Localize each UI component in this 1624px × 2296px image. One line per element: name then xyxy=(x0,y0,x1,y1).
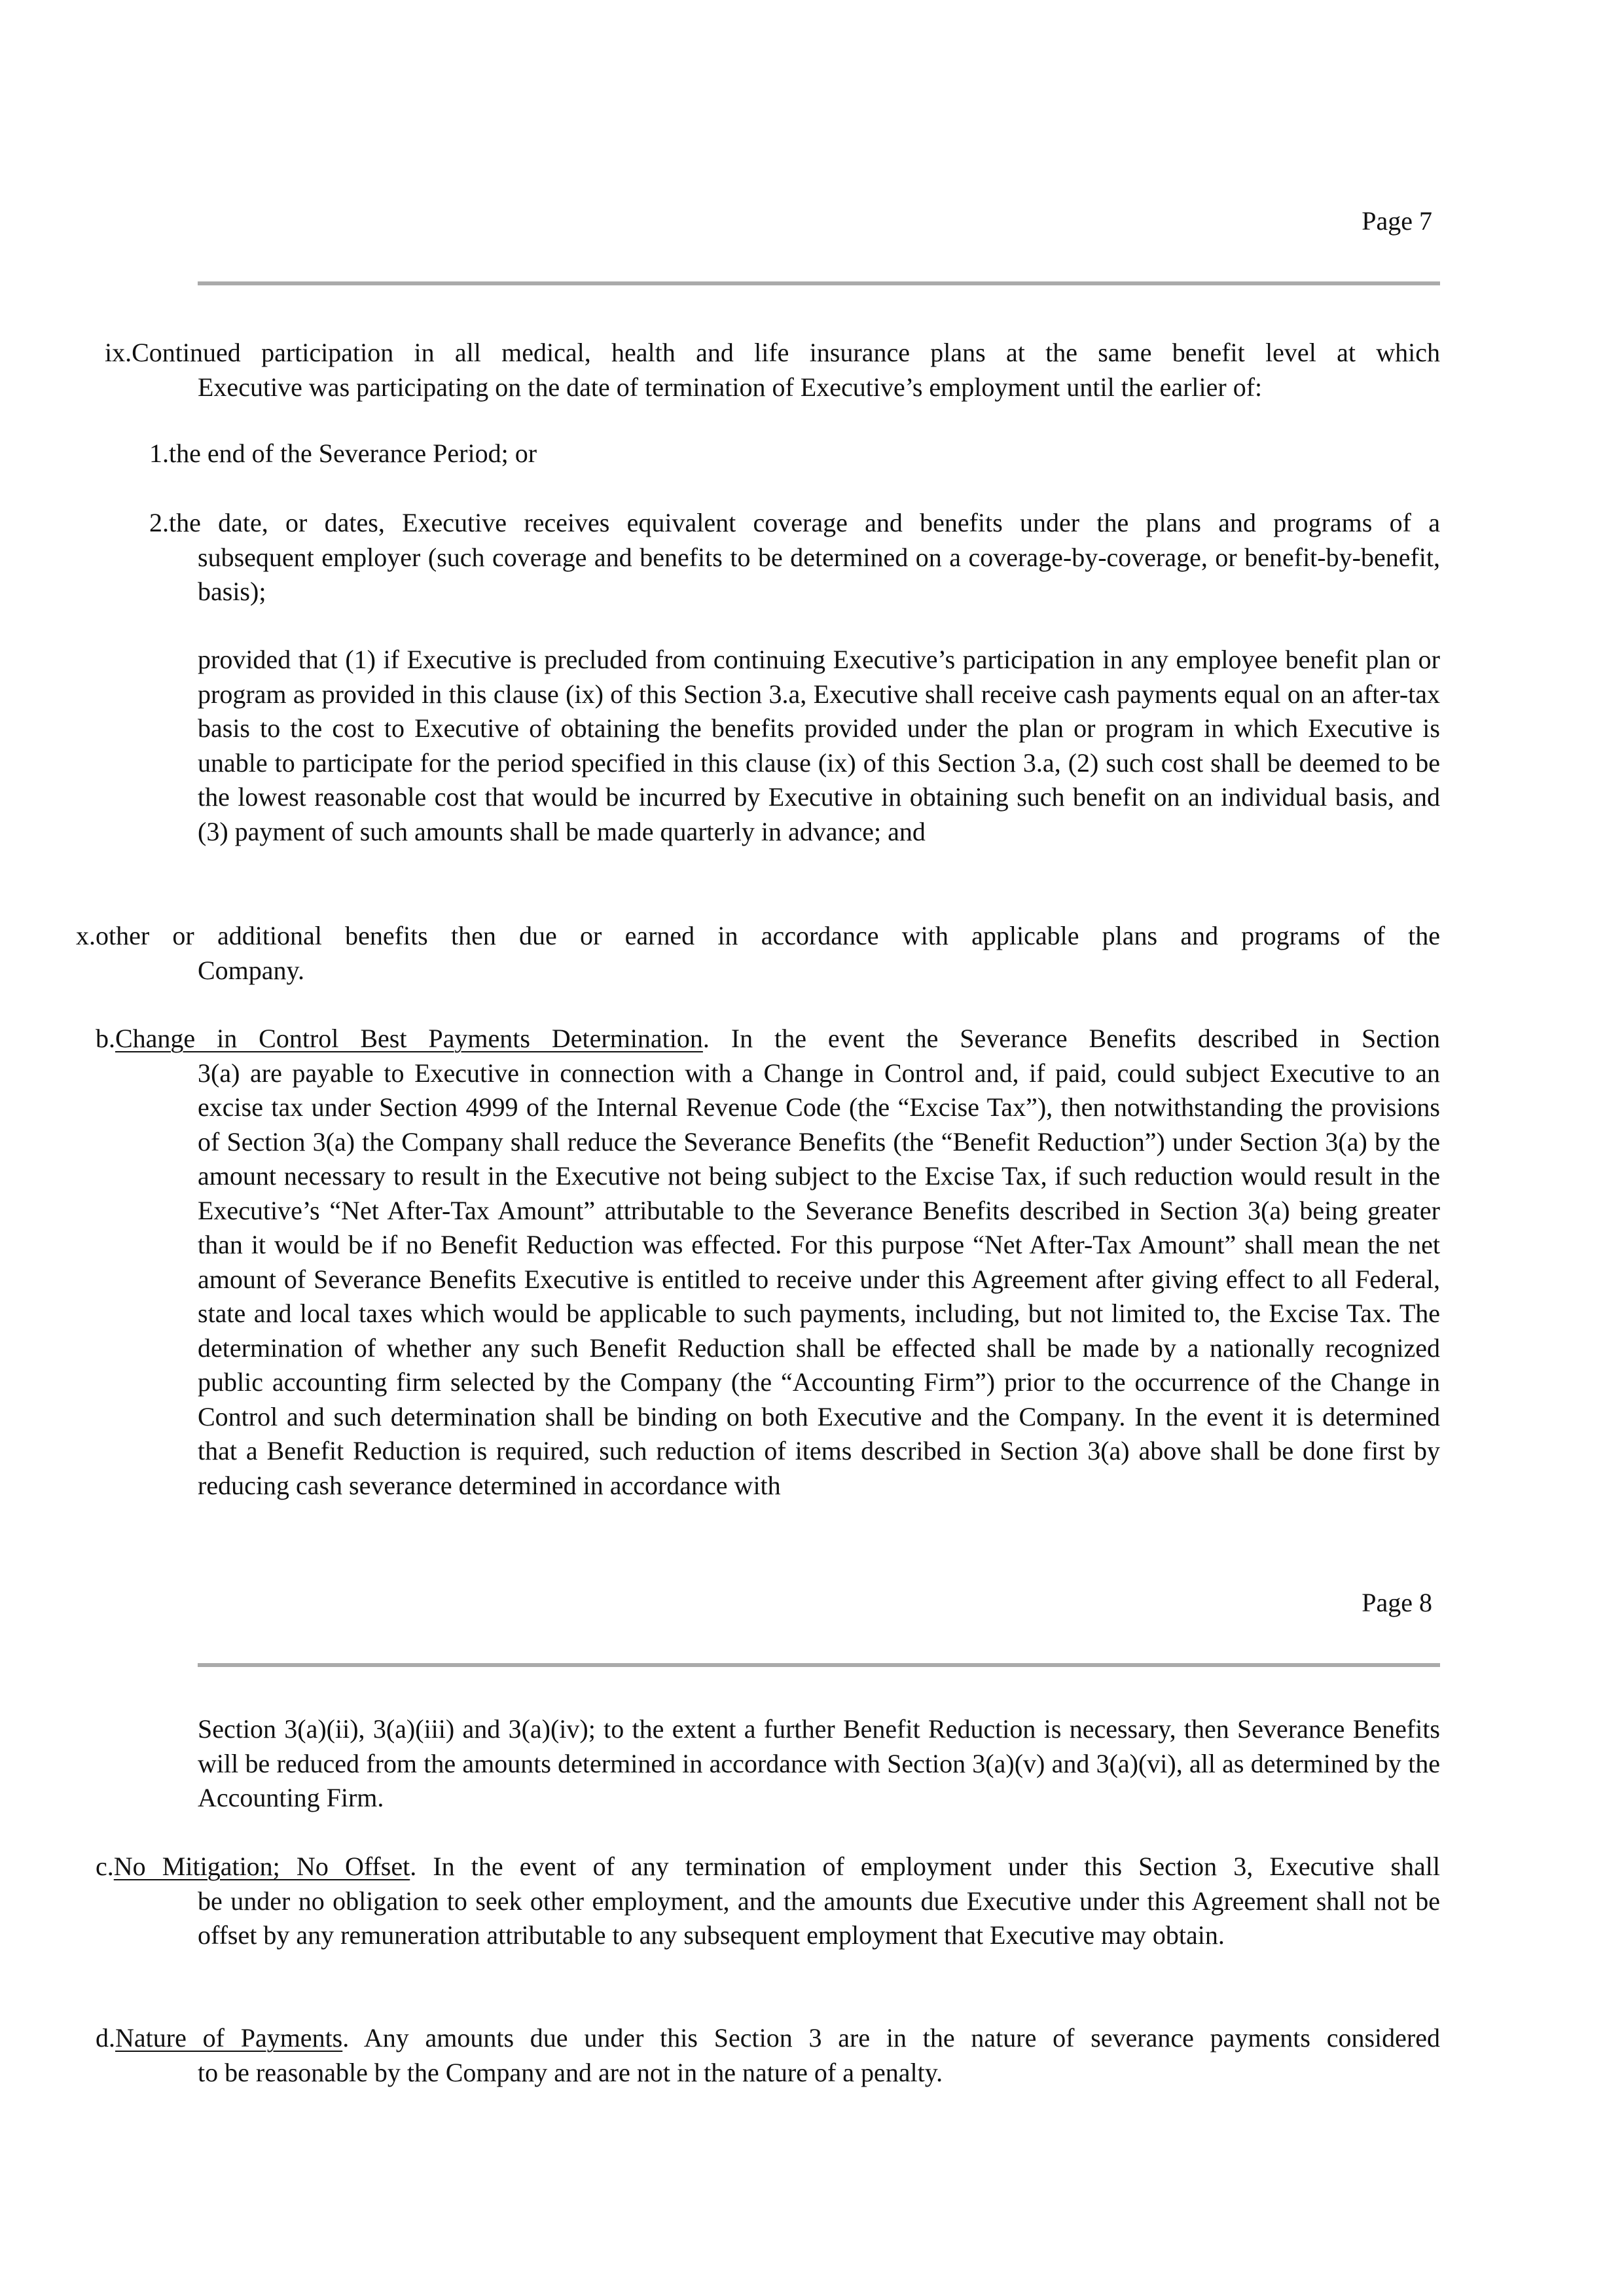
list-item-x-first-line: other or additional benefits then due or earned in accordance with applicable plans and programs of the xyxy=(96,921,1440,950)
list-marker-2: 2. xyxy=(149,508,169,537)
list-item-ix-first-line: Continued participation in all medical, health and life insurance plans at the same benefit level at which xyxy=(132,338,1440,367)
section-d-first-line: . Any amounts due under this Section 3 are in the nature of severance payments considered xyxy=(342,2023,1440,2053)
section-c-heading: No Mitigation; No Offset xyxy=(113,1852,410,1881)
list-marker-1: 1. xyxy=(149,439,169,468)
section-b-rest: 3(a) are payable to Executive in connection with a Change in Control and, if paid, could subject Executive to an excise tax under Section 4999 of the Internal Revenue Code (the “Excise Tax”), then notwithstanding the provisions of Section 3(a) the Company shall reduce the Severance Benefits (the “Benefit Reduction”) under Section 3(a) by the amount necessary to result in the Executive not being subject to the Excise Tax, if such reduction would result in the Executive’s “Net After-Tax Amount” attributable to the Severance Benefits described in Section 3(a) being greater than it would be if no Benefit Reduction was effected. For this purpose “Net After-Tax Amount” shall mean the net amount of Severance Benefits Executive is entitled to receive under this Agreement after giving effect to all Federal, state and local taxes which would be applicable to such payments, including, but not limited to, the Excise Tax. The determination of whether any such Benefit Reduction shall be effected shall be made by a nationally recognized public accounting firm selected by the Company (the “Accounting Firm”) prior to the occurrence of the Change in Control and such determination shall be binding on both Executive and the Company. In the event it is determined that a Benefit Reduction is required, such reduction of items described in Section 3(a) above shall be done first by reducing cash severance determined in accordance with xyxy=(198,1058,1440,1500)
section-d-marker: d. xyxy=(96,2023,115,2053)
list-item-2 xyxy=(149,506,1440,609)
section-b-first-line: . In the event the Severance Benefits described in Section xyxy=(702,1024,1440,1053)
section-c xyxy=(96,1850,1440,1953)
list-item-2-rest: subsequent employer (such coverage and benefits to be determined on a coverage-by-coverage, or benefit-by-benefit, basis); xyxy=(198,542,1440,606)
list-item-x-rest: Company. xyxy=(198,955,304,985)
section-c-first-line: . In the event of any termination of employment under this Section 3, Executive shall xyxy=(410,1852,1441,1881)
list-item-2-first-line: the date, or dates, Executive receives equivalent coverage and benefits under the plans and programs of a xyxy=(169,508,1440,537)
provided-paragraph: provided that (1) if Executive is precluded from continuing Executive’s participation in any employee benefit plan or program as provided in this clause (ix) of this Section 3.a, Executive shall receive cash payments equal on an after-tax basis to the cost to Executive of obtaining the benefits provided under the plan or program in which Executive is unable to participate for the period specified in this clause (ix) of this Section 3.a, (2) such cost shall be deemed to be the lowest reasonable cost that would be incurred by Executive in obtaining such benefit on an individual basis, and (3) payment of such amounts shall be made quarterly in advance; and xyxy=(198,645,1440,846)
section-b-heading: Change in Control Best Payments Determination xyxy=(115,1024,703,1053)
page-number-7: Page 7 xyxy=(1362,206,1432,236)
section-d xyxy=(96,2021,1440,2090)
section-d-rest: to be reasonable by the Company and are not in the nature of a penalty. xyxy=(198,2057,943,2087)
list-marker-ix: ix. xyxy=(105,338,132,367)
list-marker-x: x. xyxy=(76,921,96,950)
header-rule-8 xyxy=(198,1663,1440,1667)
section-c-marker: c. xyxy=(96,1852,114,1881)
section-c-rest: be under no obligation to seek other employment, and the amounts due Executive under this Agreement shall not be offset by any remuneration attributable to any subsequent employment that Executive may obtain. xyxy=(198,1886,1440,1950)
list-item-x xyxy=(76,919,1440,988)
list-item-1-text: the end of the Severance Period; or xyxy=(169,439,537,468)
section-b-marker: b. xyxy=(96,1024,115,1053)
section-b-continued: Section 3(a)(ii), 3(a)(iii) and 3(a)(iv); to the extent a further Benefit Reduction is necessary, then Severance Benefits will be reduced from the amounts determined in accordance with Section 3(a)(v) and 3(a)(vi), all as determined by the Accounting Firm. xyxy=(198,1714,1440,1812)
header-rule-7 xyxy=(198,281,1440,285)
page-number-8: Page 8 xyxy=(1362,1588,1432,1617)
list-item-1 xyxy=(149,437,1440,471)
list-item-ix-rest: Executive was participating on the date of termination of Executive’s employment until the earlier of: xyxy=(198,372,1263,402)
section-b xyxy=(96,1022,1440,1503)
list-item-ix xyxy=(105,336,1440,404)
section-d-heading: Nature of Payments xyxy=(115,2023,343,2053)
